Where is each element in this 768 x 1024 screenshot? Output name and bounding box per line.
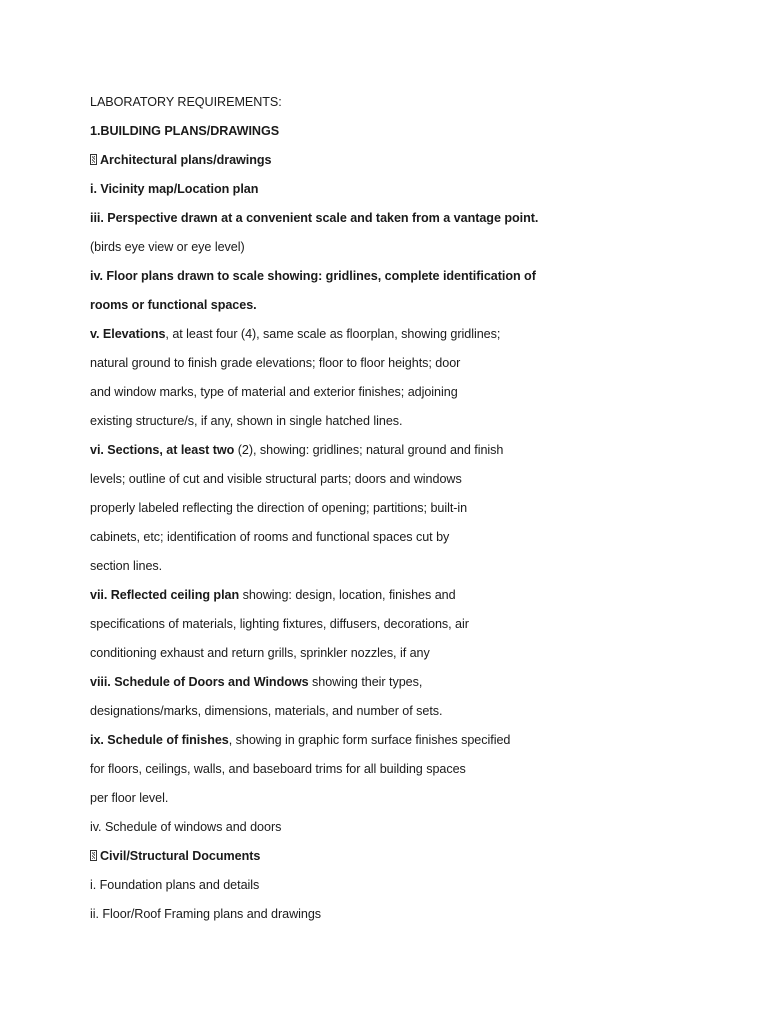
missing-glyph-icon <box>90 154 97 165</box>
item-ceiling-plan-label: vii. Reflected ceiling plan <box>90 588 240 602</box>
section-title-building-plans: 1.BUILDING PLANS/DRAWINGS <box>90 124 280 138</box>
item-door-window-schedule-line-1 <box>90 672 710 701</box>
item-sections-line-5: section lines. <box>90 559 163 573</box>
item-floor-plans-line-1: iv. Floor plans drawn to scale showing: gridlines, complete identification of <box>90 269 536 283</box>
subsection-civil-structural-label: Civil/Structural Documents <box>100 849 261 863</box>
item-perspective: iii. Perspective drawn at a convenient scale and taken from a vantage point. <box>90 211 539 225</box>
item-elevations-line-2: natural ground to finish grade elevations; floor to floor heights; door <box>90 356 461 370</box>
item-sections-text: (2), showing: gridlines; natural ground and finish <box>234 443 504 457</box>
item-door-window-schedule-label: viii. Schedule of Doors and Windows <box>90 675 309 689</box>
item-finishes-text: , showing in graphic form surface finishes specified <box>228 733 511 747</box>
item-sections-line-3: properly labeled reflecting the direction of opening; partitions; built-in <box>90 501 468 515</box>
item-elevations-line-1 <box>90 324 710 353</box>
item-ceiling-plan-line-2: specifications of materials, lighting fixtures, diffusers, decorations, air <box>90 617 469 631</box>
item-sections-line-4: cabinets, etc; identification of rooms and functional spaces cut by <box>90 530 450 544</box>
item-ceiling-plan-line-1 <box>90 585 710 614</box>
civil-item-framing: ii. Floor/Roof Framing plans and drawings <box>90 907 322 921</box>
item-finishes-line-3: per floor level. <box>90 791 169 805</box>
subsection-architectural-label: Architectural plans/drawings <box>100 153 272 167</box>
item-elevations-text: , at least four (4), same scale as floorplan, showing gridlines; <box>165 327 501 341</box>
item-floor-plans-line-2: rooms or functional spaces. <box>90 298 257 312</box>
item-door-window-schedule-line-2: designations/marks, dimensions, materials, and number of sets. <box>90 704 443 718</box>
item-elevations-label: v. Elevations <box>90 327 166 341</box>
item-finishes-label: ix. Schedule of finishes <box>90 733 229 747</box>
item-perspective-note: (birds eye view or eye level) <box>90 240 245 254</box>
subsection-architectural <box>90 150 710 179</box>
document-heading: LABORATORY REQUIREMENTS: <box>90 95 282 109</box>
item-vicinity-map: i. Vicinity map/Location plan <box>90 182 259 196</box>
item-sections-label: vi. Sections, at least two <box>90 443 235 457</box>
item-elevations-line-3: and window marks, type of material and exterior finishes; adjoining <box>90 385 458 399</box>
item-finishes-line-1 <box>90 730 710 759</box>
item-ceiling-plan-text: showing: design, location, finishes and <box>239 588 456 602</box>
subsection-civil-structural <box>90 846 710 875</box>
civil-item-foundation: i. Foundation plans and details <box>90 878 260 892</box>
item-sections-line-1 <box>90 440 710 469</box>
document-body <box>90 92 710 933</box>
item-sections-line-2: levels; outline of cut and visible structural parts; doors and windows <box>90 472 462 486</box>
item-windows-doors-schedule: iv. Schedule of windows and doors <box>90 820 282 834</box>
item-finishes-line-2: for floors, ceilings, walls, and baseboard trims for all building spaces <box>90 762 466 776</box>
missing-glyph-icon <box>90 850 97 861</box>
item-ceiling-plan-line-3: conditioning exhaust and return grills, sprinkler nozzles, if any <box>90 646 430 660</box>
item-door-window-schedule-text: showing their types, <box>308 675 423 689</box>
item-elevations-line-4: existing structure/s, if any, shown in single hatched lines. <box>90 414 403 428</box>
